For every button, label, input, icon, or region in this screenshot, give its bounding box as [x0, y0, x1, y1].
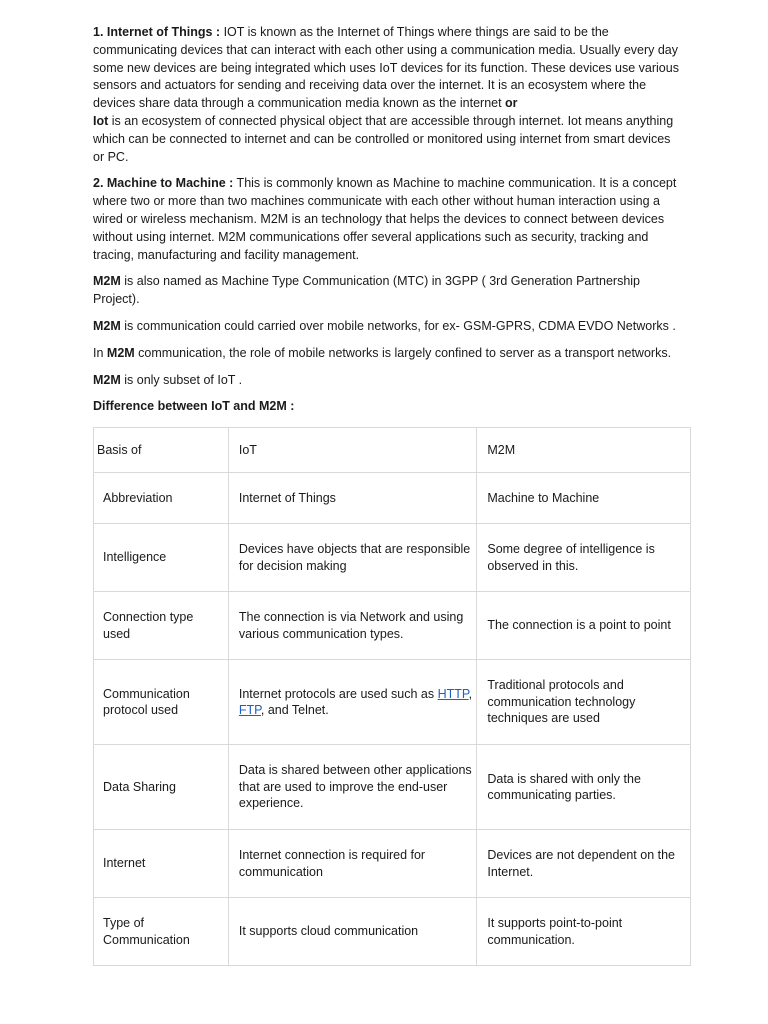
paragraph-role: [93, 345, 683, 363]
cell-basis: Communication protocol used: [94, 660, 229, 745]
cell-m2m: It supports point-to-point communication.: [477, 898, 691, 966]
protocol-sep: ,: [468, 686, 473, 701]
paragraph-mtc: [93, 273, 683, 309]
bold-or: or: [505, 96, 518, 111]
header-iot: IoT: [228, 428, 476, 473]
iot-heading: 1. Internet of Things :: [93, 25, 221, 39]
cell-m2m: Traditional protocols and communication technology techniques are used: [477, 660, 691, 745]
cell-iot: Internet of Things: [228, 473, 476, 524]
bold-iot: Iot: [93, 113, 109, 128]
ftp-link[interactable]: FTP: [238, 703, 261, 718]
header-basis: Basis of: [94, 428, 229, 473]
mobile-bold: M2M: [93, 318, 121, 333]
table-row: [94, 660, 691, 745]
paragraph-m2m: [93, 175, 683, 264]
cell-m2m: Machine to Machine: [477, 473, 691, 524]
role-bold: M2M: [106, 345, 135, 360]
table-row: [94, 830, 691, 898]
difference-heading-text: Difference between IoT and M2M :: [93, 399, 295, 414]
cell-m2m: Devices are not dependent on the Internet.: [477, 830, 691, 898]
cell-basis: Abbreviation: [94, 473, 229, 524]
paragraph-mobile-networks: [93, 318, 683, 336]
table-row: [94, 524, 691, 592]
cell-basis: Data Sharing: [94, 745, 229, 830]
role-pre: In: [93, 345, 107, 360]
subset-bold: M2M: [93, 372, 121, 387]
cell-iot: Data is shared between other applications that are used to improve the end-user experience.: [228, 745, 476, 830]
role-text: communication, the role of mobile networks is largely confined to server as a transport networks.: [134, 345, 672, 360]
cell-iot: Internet connection is required for communication: [228, 830, 476, 898]
cell-m2m: Data is shared with only the communicating parties.: [477, 745, 691, 830]
difference-heading: [93, 398, 683, 416]
table-row: [94, 473, 691, 524]
table-row: [94, 898, 691, 966]
table-row: [94, 745, 691, 830]
mtc-text: is also named as Machine Type Communication (MTC) in 3GPP ( 3rd Generation Partnership Project).: [93, 274, 640, 307]
paragraph-iot: [93, 24, 683, 166]
cell-m2m: The connection is a point to point: [477, 592, 691, 660]
http-link[interactable]: HTTP: [437, 686, 469, 701]
m2m-heading: 2. Machine to Machine :: [93, 176, 234, 191]
cell-basis: Type of Communication: [94, 898, 229, 966]
iot-text-part2: is an ecosystem of connected physical object that are accessible through internet. Iot means anything which can be connected to internet and can be controlled or monitored using internet from smart devices or PC.: [93, 113, 674, 164]
cell-iot: The connection is via Network and using various communication types.: [228, 592, 476, 660]
cell-m2m: Some degree of intelligence is observed in this.: [477, 524, 691, 592]
cell-basis: Intelligence: [94, 524, 229, 592]
table-row: [94, 592, 691, 660]
subset-text: is only subset of IoT .: [120, 372, 243, 387]
cell-iot: Devices have objects that are responsible for decision making: [228, 524, 476, 592]
protocol-text-pre: Internet protocols are used such as: [238, 686, 438, 701]
mobile-text: is communication could carried over mobile networks, for ex- GSM-GPRS, CDMA EVDO Networks .: [120, 318, 676, 333]
cell-iot: It supports cloud communication: [228, 898, 476, 966]
m2m-text: This is commonly known as Machine to machine communication. It is a concept where two or more than two machines communicate with each other without human interaction using a wired or wireless mechanism. M2M is an technology that helps the devices to connect between devices without using internet. M2M communications offer several applications such as security, tracking and tracing, manufacturing and facility management.: [93, 176, 677, 262]
paragraph-subset: [93, 372, 683, 390]
protocol-text-post: , and Telnet.: [260, 703, 329, 718]
cell-iot: [228, 660, 476, 745]
mtc-bold: M2M: [93, 274, 121, 289]
header-m2m: M2M: [477, 428, 691, 473]
iot-text-part1: IOT is known as the Internet of Things where things are said to be the communicating devices that can interact with each other using a communication media. Usually every day some new devices are being integrated which uses IoT devices for its function. These devices use various sensors and actuators for sending and receiving data over the internet. It is an ecosystem where the devices share data through a communication media known as the internet: [93, 25, 679, 111]
document-page: [93, 24, 683, 966]
cell-basis: Internet: [94, 830, 229, 898]
comparison-table: [93, 427, 691, 966]
cell-basis: Connection type used: [94, 592, 229, 660]
table-header-row: [94, 428, 691, 473]
